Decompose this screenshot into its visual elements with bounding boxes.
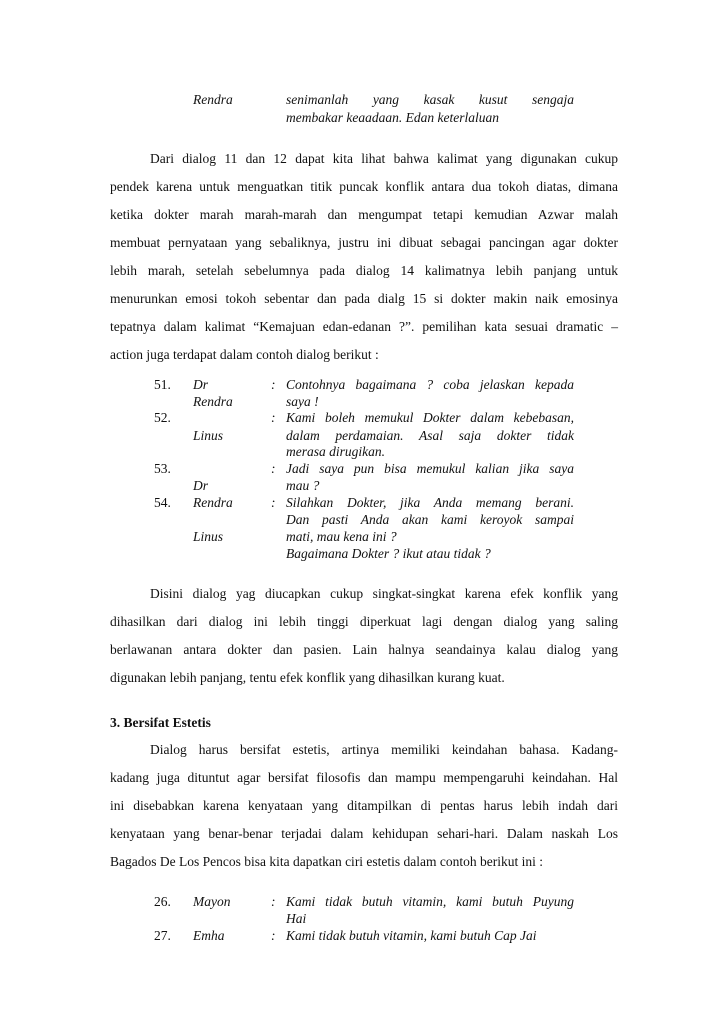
dialog-line: senimanlah yang kasak kusut sengaja bbox=[286, 92, 574, 107]
para1-line-6: menurunkan emosi tokoh sebentar dan pada dialg 15 si dokter makin naik emosinya bbox=[110, 291, 618, 306]
para3-line-2: kadang juga dituntut agar bersifat filosofis dan mampu mempengaruhi keindahan. Hal bbox=[110, 770, 618, 785]
para1-line-2: pendek karena untuk menguatkan titik puncak konflik antara dua tokoh diatas, dimana bbox=[110, 179, 618, 194]
para3-line-3: ini disebabkan karena kenyataan yang ditampilkan di pentas harus lebih indah dari bbox=[110, 798, 618, 813]
para1-line-1: Dari dialog 11 dan 12 dapat kita lihat bahwa kalimat yang digunakan cukup bbox=[150, 151, 618, 166]
dialog-line: Jadi saya pun bisa memukul kalian jika saya bbox=[286, 461, 574, 476]
speaker-name: Dr bbox=[193, 478, 209, 493]
dialog-colon: : bbox=[271, 495, 276, 510]
dialog-colon: : bbox=[271, 377, 276, 392]
speaker-rendra-top: Rendra bbox=[193, 92, 233, 107]
dialog-number: 53. bbox=[154, 461, 171, 476]
para3-line-4: kenyataan yang benar-benar terjadai dalam kehidupan sehari-hari. Dalam naskah Los bbox=[110, 826, 618, 841]
speaker-name: Rendra bbox=[193, 394, 233, 409]
dialog-line: Hai bbox=[286, 911, 307, 926]
dialog-line: Dan pasti Anda akan kami keroyok sampai bbox=[286, 512, 574, 527]
dialog-number: 54. bbox=[154, 495, 171, 510]
para1-line-5: lebih marah, setelah sebelumnya pada dialog 14 kalimatnya lebih panjang untuk bbox=[110, 263, 618, 278]
dialog-colon: : bbox=[271, 894, 276, 909]
dialog-colon: : bbox=[271, 461, 276, 476]
para2-line-4: digunakan lebih panjang, tentu efek konflik yang dihasilkan kurang kuat. bbox=[110, 670, 505, 685]
dialog-line: dalam perdamaian. Asal saja dokter tidak bbox=[286, 428, 574, 443]
dialog-number: 27. bbox=[154, 928, 171, 943]
speaker-name: Dr bbox=[193, 377, 209, 392]
speaker-name: Linus bbox=[193, 428, 224, 443]
para1-line-7: tepatnya dalam kalimat “Kemajuan edan-edanan ?”. pemilihan kata sesuai dramatic – bbox=[110, 319, 618, 334]
para1-line-4: membuat pernyataan yang sebaliknya, justru ini dibuat sebagai pancingan agar dokter bbox=[110, 235, 618, 250]
dialog-line: Bagaimana Dokter ? ikut atau tidak ? bbox=[286, 546, 491, 561]
dialog-line: Silahkan Dokter, jika Anda memang berani. bbox=[286, 495, 574, 510]
para1-line-8: action juga terdapat dalam contoh dialog berikut : bbox=[110, 347, 379, 362]
dialog-line: Kami boleh memukul Dokter dalam kebebasan, bbox=[286, 410, 574, 425]
speaker-name: Emha bbox=[193, 928, 225, 943]
speaker-name: Rendra bbox=[193, 495, 233, 510]
dialog-number: 52. bbox=[154, 410, 171, 425]
para2-line-2: dihasilkan dari dialog ini lebih tinggi diperkuat lagi dengan dialog yang saling bbox=[110, 614, 618, 629]
dialog-line: merasa dirugikan. bbox=[286, 444, 385, 459]
dialog-line: mau ? bbox=[286, 478, 320, 493]
dialog-line: membakar keaadaan. Edan keterlaluan bbox=[286, 110, 499, 125]
dialog-colon: : bbox=[271, 928, 276, 943]
para2-line-3: berlawanan antara dokter dan pasien. Lain halnya seandainya kalau dialog yang bbox=[110, 642, 618, 657]
dialog-line: Contohnya bagaimana ? coba jelaskan kepada bbox=[286, 377, 574, 392]
dialog-number: 51. bbox=[154, 377, 171, 392]
dialog-line: Kami tidak butuh vitamin, kami butuh Puyung bbox=[286, 894, 574, 909]
speaker-name: Mayon bbox=[193, 894, 231, 909]
para1-line-3: ketika dokter marah marah-marah dan mengumpat tetapi kemudian Azwar malah bbox=[110, 207, 618, 222]
speaker-name: Linus bbox=[193, 529, 224, 544]
dialog-colon: : bbox=[271, 410, 276, 425]
dialog-number: 26. bbox=[154, 894, 171, 909]
section-heading: 3. Bersifat Estetis bbox=[110, 715, 211, 730]
dialog-line: saya ! bbox=[286, 394, 319, 409]
para3-line-1: Dialog harus bersifat estetis, artinya memiliki keindahan bahasa. Kadang- bbox=[150, 742, 618, 757]
para2-line-1: Disini dialog yag diucapkan cukup singkat-singkat karena efek konflik yang bbox=[150, 586, 618, 601]
dialog-line: Kami tidak butuh vitamin, kami butuh Cap Jai bbox=[286, 928, 537, 943]
para3-line-5: Bagados De Los Pencos bisa kita dapatkan ciri estetis dalam contoh berikut ini : bbox=[110, 854, 544, 869]
dialog-line: mati, mau kena ini ? bbox=[286, 529, 397, 544]
